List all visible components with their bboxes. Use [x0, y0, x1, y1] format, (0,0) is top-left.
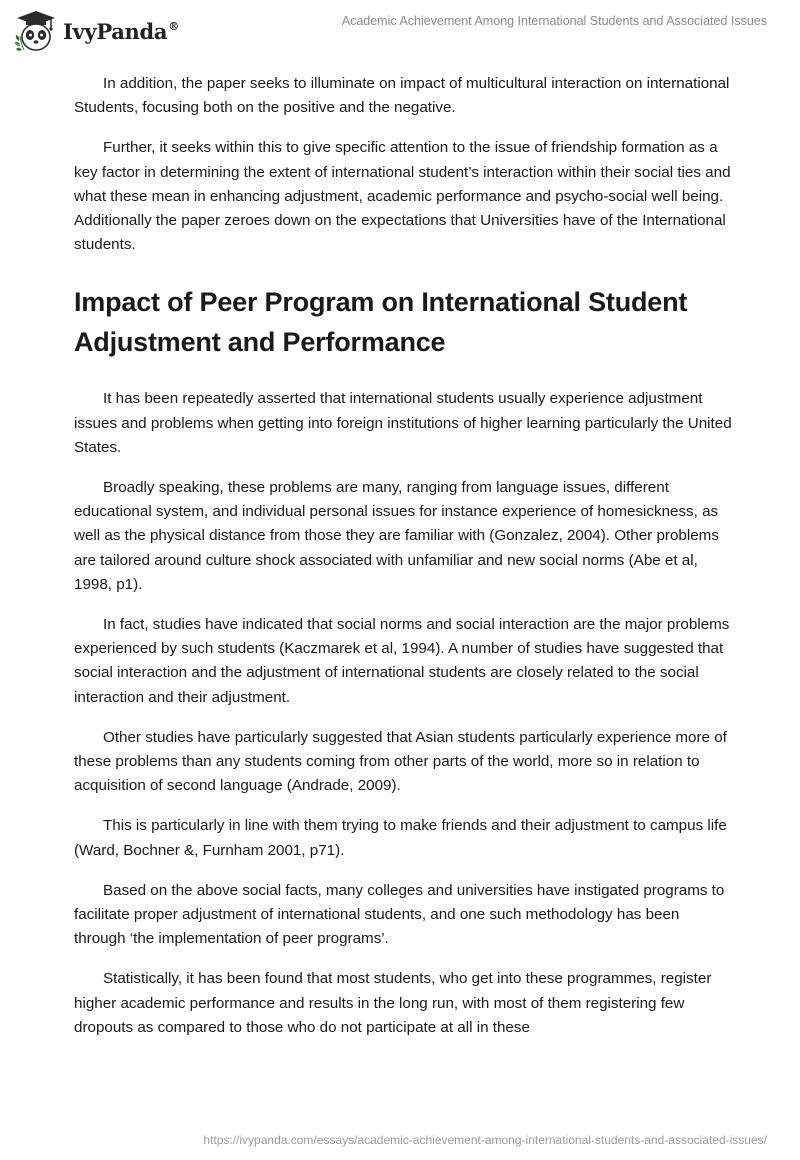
- brand-name: IvyPanda®: [63, 18, 179, 44]
- paragraph: Other studies have particularly suggested that Asian students particularly experience more of these problems than any students coming from other parts of the world, more so in relation to acquisition of second language (Andrade, 2009).: [74, 728, 727, 795]
- paragraph: Broadly speaking, these problems are many, ranging from language issues, different educational system, and individual personal issues for instance experience of homesickness, as well as the physical distance from those they are familiar with (Gonzalez, 2004). Other problems are tailored around culture shock associated with unfamiliar and new social norms (Abe et al, 1998, p1).: [74, 479, 719, 593]
- paragraph: In fact, studies have indicated that social norms and social interaction are the major problems experienced by such students (Kaczmarek et al, 1994). A number of studies have suggested that social interaction and the adjustment of international students are closely related to the social interaction and their adjustment.: [74, 616, 730, 706]
- paragraph: This is particularly in line with them trying to make friends and their adjustment to campus life (Ward, Bochner &, Furnham 2001, p71).: [74, 817, 727, 859]
- panda-mascot-icon: [13, 8, 59, 54]
- source-url-link[interactable]: https://ivypanda.com/essays/academic-achievement-among-international-students-and-associated-issues/: [203, 1133, 767, 1147]
- section-heading: Impact of Peer Program on International Student Adjustment and Performance: [74, 287, 688, 358]
- ivypanda-logo[interactable]: [13, 8, 179, 54]
- page-header: [0, 0, 800, 60]
- paragraph: Statistically, it has been found that most students, who get into these programmes, register higher academic performance and results in the long run, with most of them registering few dropouts as compared to those who do not participate at all in these: [74, 970, 712, 1036]
- document-title: Academic Achievement Among International Students and Associated Issues: [341, 14, 767, 28]
- paragraph: Further, it seeks within this to give specific attention to the issue of friendship formation as a key factor in determining the extent of international student’s interaction within their social ties and what these mean in enhancing adjustment, academic performance and psycho-social well being. Additionally the paper zeroes down on the expectations that Universities have of the International students.: [74, 139, 731, 254]
- essay-content: [74, 72, 734, 1056]
- paragraph: It has been repeatedly asserted that international students usually experience adjustment issues and problems when getting into foreign institutions of higher learning particularly the United States.: [74, 390, 732, 456]
- paragraph: In addition, the paper seeks to illuminate on impact of multicultural interaction on international Students, focusing both on the positive and the negative.: [74, 75, 730, 117]
- paragraph: Based on the above social facts, many colleges and universities have instigated programs to facilitate proper adjustment of international students, and one such methodology has been through ‘the implementation of peer programs’.: [74, 881, 725, 948]
